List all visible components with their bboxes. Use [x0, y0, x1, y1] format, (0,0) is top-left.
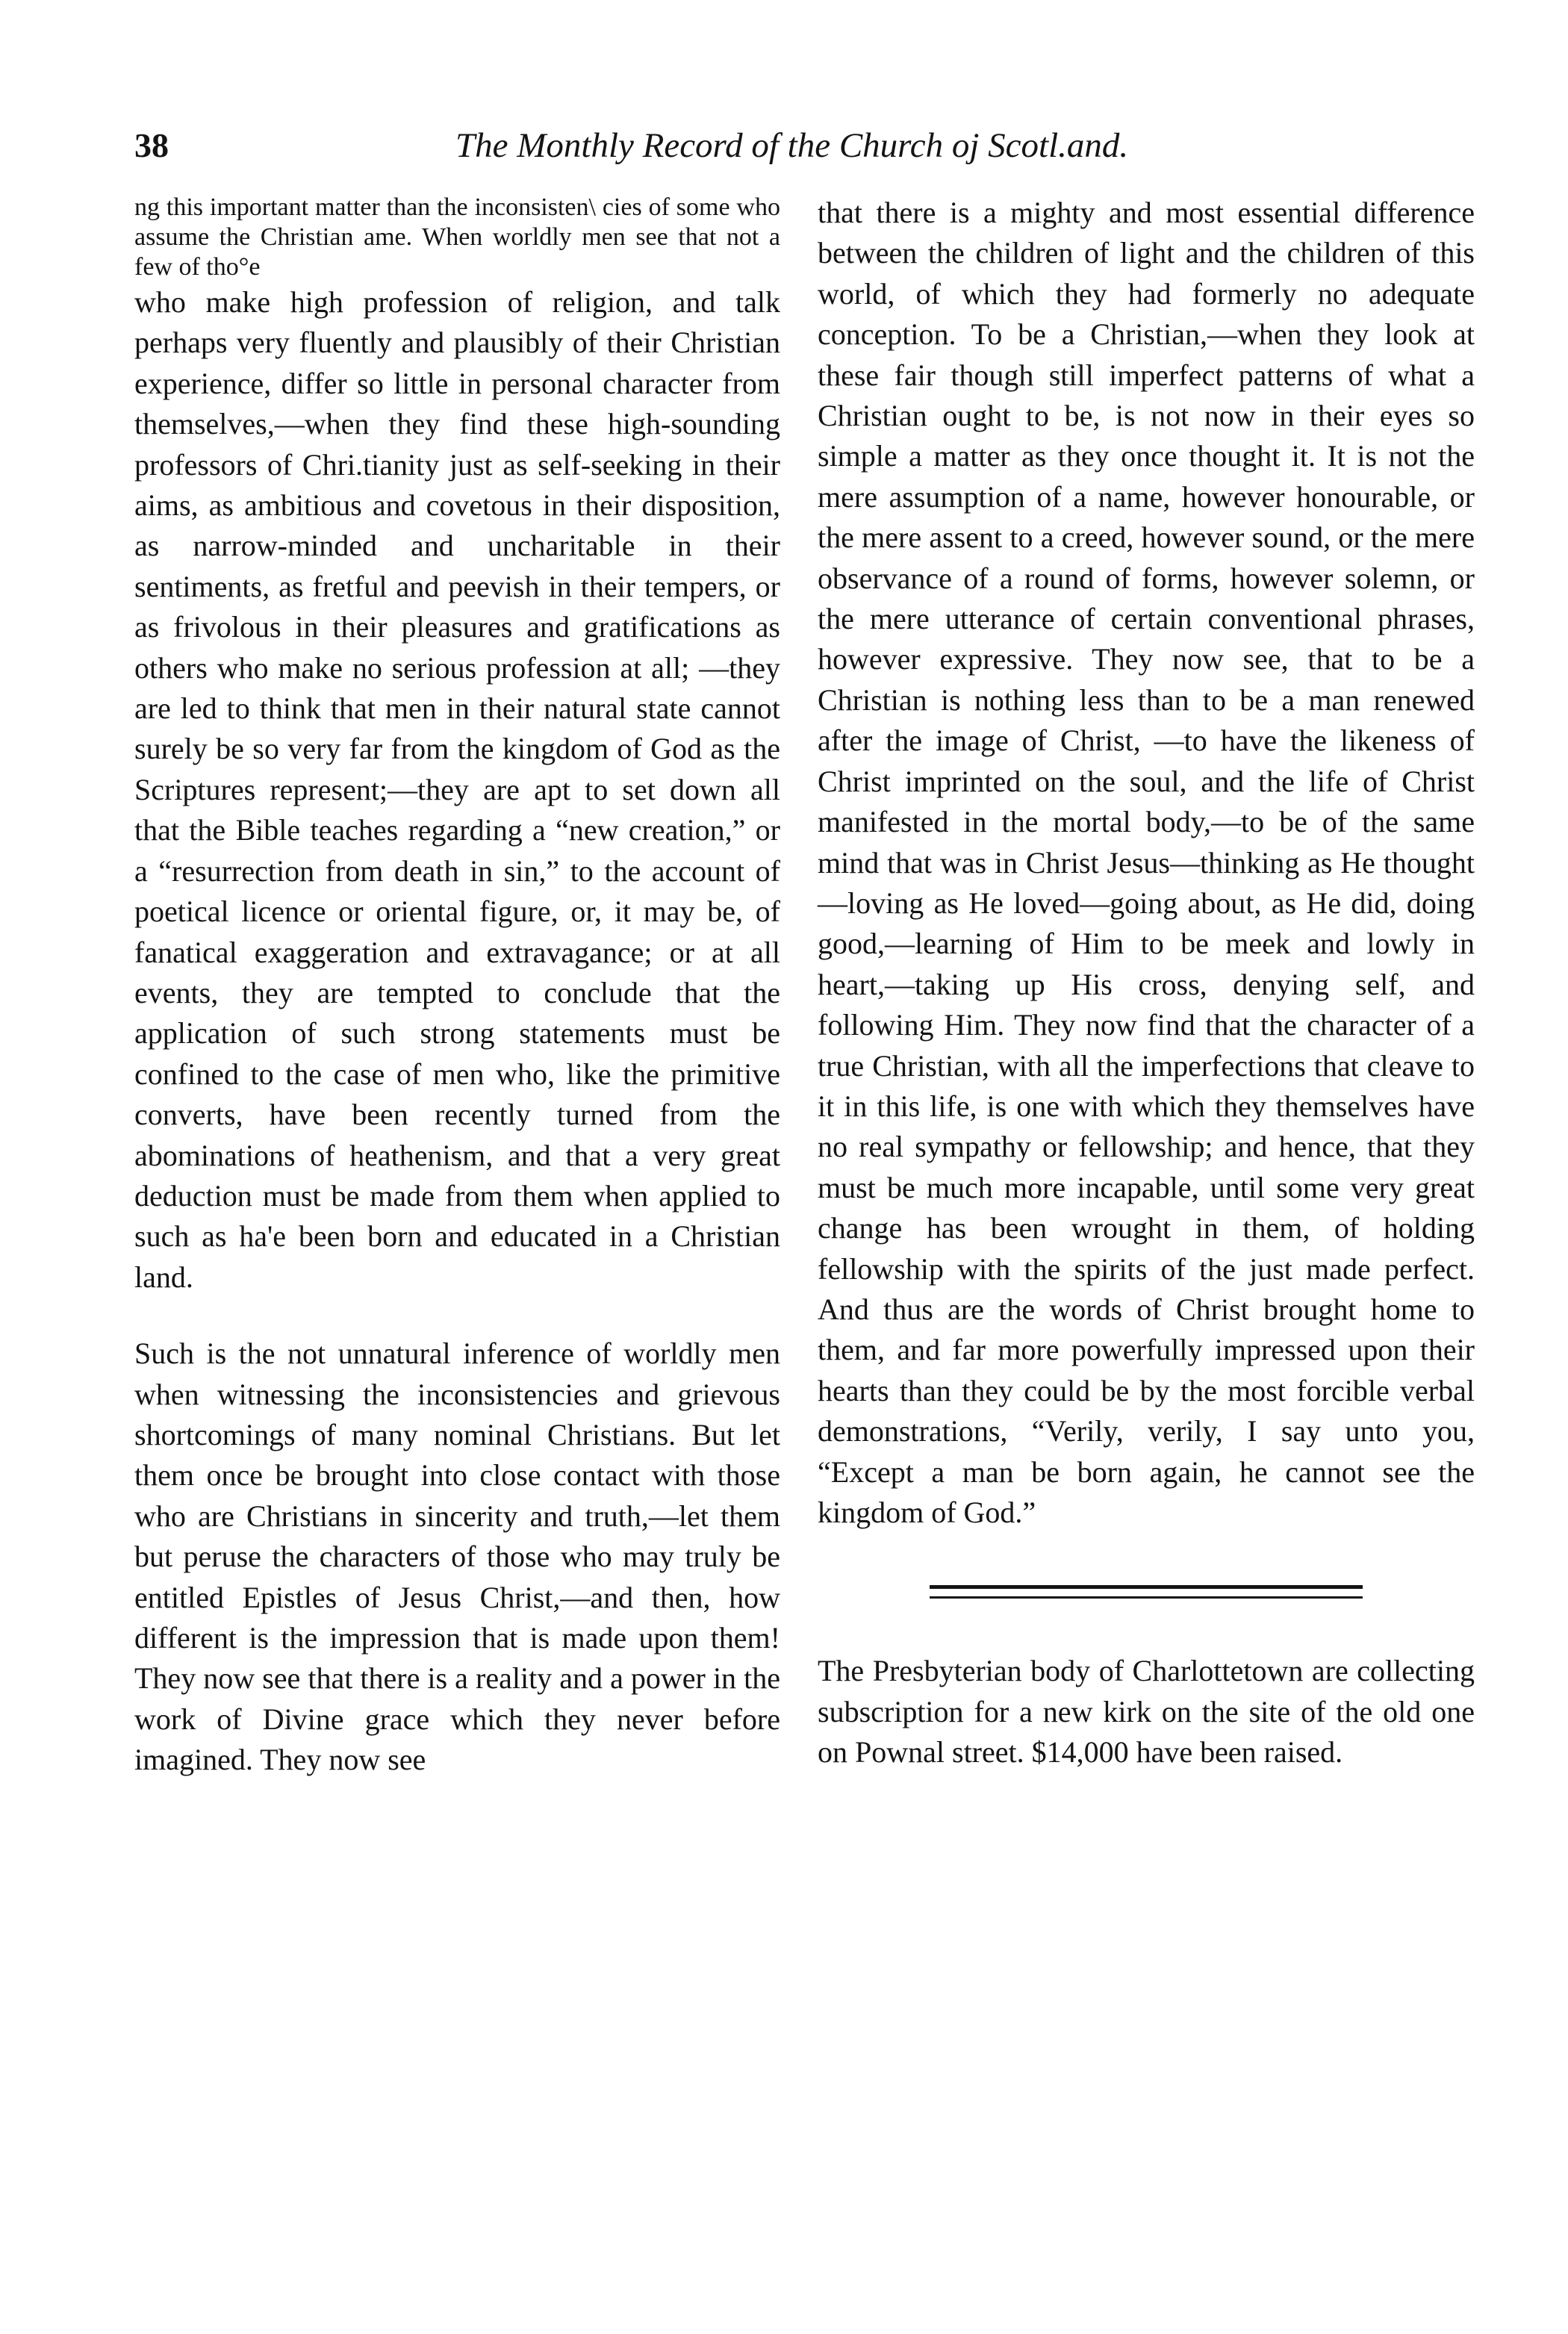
left-paragraph-2: Such is the not unnatural inference of worldly men when witnessing the inconsistencies and grievous shortcomings of many nominal Christians. But let them once be brought into close contact with those who are Christians in sincerity and truth,—let them but peruse the characters of those who may truly be entitled Epistles of Jesus Christ,—and then, how different is the impression that is made upon them! They now see that there is a reality and a power in the work of Divine grace which they never before imagined. They now see [134, 1336, 780, 1777]
divider-rule-thin [930, 1596, 1363, 1599]
page-header [0, 125, 1568, 185]
right-paragraph-1: that there is a mighty and most essential difference between the children of light and the children of this world, of which they had formerly no adequate conception. To be a Christian,—when they look at these fair though still imperfect patterns of what a Christian ought to be, is not now in their eyes so simple a matter as they once thought it. It is not the mere assumption of a name, however honourable, or the mere assent to a creed, however sound, or the mere observance of a round of forms, however solemn, or the mere utterance of certain conventional phrases, however expressive. They now see, that to be a Christian is nothing less than to be a man renewed after the image of Christ, —to have the likeness of Christ imprinted on the soul, and the life of Christ manifested in the mortal body,—to be of the same mind that was in Christ Jesus—thinking as He thought—loving as He loved—going about, as He did, doing good,—learning of Him to be meek and lowly in heart,—taking up His cross, denying self, and following Him. They now find that the character of a true Christian, with all the imperfections that cleave to it in this life, is one with which they themselves have no real sympathy or fellowship; and hence, that they must be much more incapable, until some very great change has been wrought in them, of holding fellowship with the spirits of the just made perfect. And thus are the words of Christ brought home to them, and far more powerfully impressed upon their hearts than they could be by the most forcible verbal demonstrations, “Verily, verily, I say unto you, “Except a man be born again, he cannot see the kingdom of God.” [818, 196, 1475, 1529]
continued-intro-text: ng this important matter than the inconsisten\ cies of some who assume the Christian ame. When worldly men see that not a few of tho°e [134, 193, 780, 281]
running-title: The Monthly Record of the Church oj Scotl.and. [455, 126, 1129, 165]
right-column [818, 193, 1475, 1773]
divider-rule-thick [930, 1585, 1363, 1589]
section-divider [818, 1585, 1475, 1599]
left-column [134, 193, 780, 1781]
page-number: 38 [134, 126, 169, 164]
news-item: The Presbyterian body of Charlottetown are collecting subscription for a new kirk on the site of the old one on Pownal street. $14,000 have been raised. [818, 1654, 1475, 1770]
left-paragraph-1: who make high profession of religion, and talk perhaps very fluently and plausibly of their Christian experience, differ so little in personal character from themselves,—when they find these high-sounding professors of Chri.tianity just as self-seeking in their aims, as ambitious and covetous in their disposition, as narrow-minded and uncharitable in their sentiments, as fretful and peevish in their tempers, or as frivolous in their pleasures and gratifications as others who make no serious profession at all; —they are led to think that men in their natural state cannot surely be so very far from the kingdom of God as the Scriptures represent;—they are apt to set down all that the Bible teaches regarding a “new creation,” or a “resurrection from death in sin,” to the account of poetical licence or oriental figure, or, it may be, of fanatical exaggeration and extravagance; or at all events, they are tempted to conclude that the application of such strong statements must be confined to the case of men who, like the primitive converts, have been recently turned from the abominations of heathenism, and that a very great deduction must be made from them when applied to such as ha'e been born and educated in a Christian land. [134, 285, 780, 1294]
